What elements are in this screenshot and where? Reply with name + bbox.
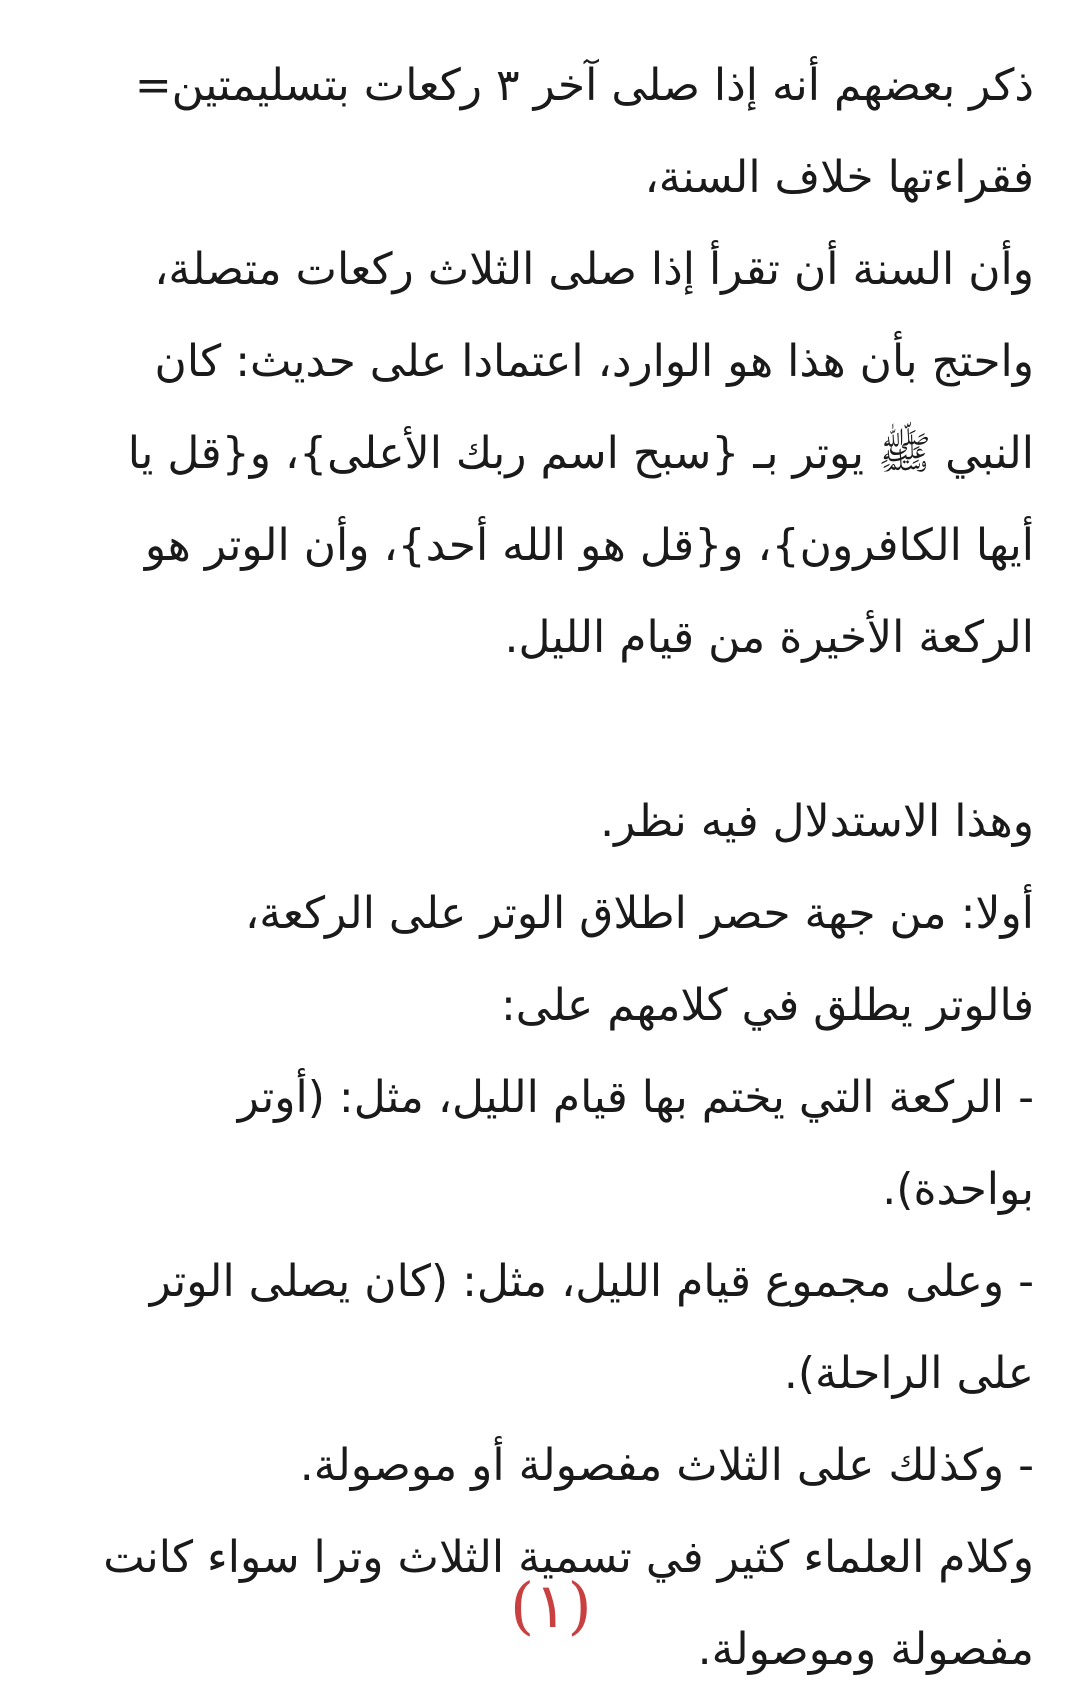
text-line: واحتج بأن هذا هو الوارد، اعتمادا على حديث: كان [154, 336, 1034, 387]
text-line: - وكذلك على الثلاث مفصولة أو موصولة. [299, 1440, 1034, 1491]
text-line: وأن السنة أن تقرأ إذا صلى الثلاث ركعات متصلة، [154, 244, 1034, 295]
text-line: - الركعة التي يختم بها قيام الليل، مثل: (أوتر [237, 1072, 1034, 1123]
text-line: على الراحلة). [783, 1348, 1034, 1399]
text-line: بواحدة). [882, 1164, 1034, 1215]
text-line: - وعلى مجموع قيام الليل، مثل: (كان يصلى الوتر [149, 1256, 1034, 1307]
text-line: أولا: من جهة حصر اطلاق الوتر على الركعة، [245, 888, 1034, 939]
text-line: ذكر بعضهم أنه إذا صلى آخر ٣ ركعات بتسليمتين= [134, 60, 1034, 111]
text-line: أيها الكافرون}، و{قل هو الله أحد}، وأن الوتر هو [144, 520, 1034, 571]
text-line: فالوتر يطلق في كلامهم على: [500, 980, 1034, 1031]
paragraph-gap [40, 684, 1034, 776]
text-line: النبي ﷺ يوتر بـ {سبح اسم ربك الأعلى}، و{قل يا [127, 428, 1034, 479]
paragraph-response [40, 776, 1034, 1696]
text-line: مفصولة وموصولة. [697, 1624, 1034, 1675]
text-line: فقراءتها خلاف السنة، [644, 152, 1034, 203]
paragraph-claim [40, 40, 1034, 684]
text-line: وهذا الاستدلال فيه نظر. [600, 796, 1034, 847]
text-line: الركعة الأخيرة من قيام الليل. [504, 612, 1034, 663]
text-line: وكلام العلماء كثير في تسمية الثلاث وترا سواء كانت [103, 1532, 1034, 1583]
page-number-marker: (١) [510, 1569, 592, 1642]
